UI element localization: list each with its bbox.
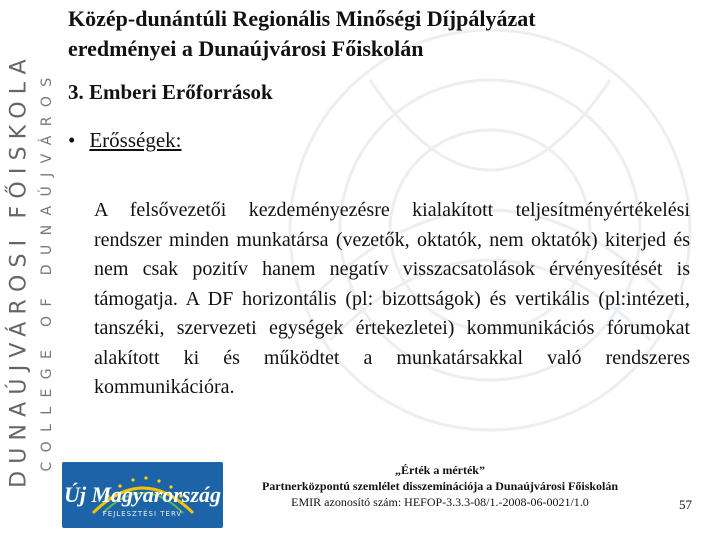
sidebar-main-wrap	[4, 0, 34, 540]
college-english-name-vertical: COLLEGE OF DUNAÚJVÁROS	[39, 68, 55, 472]
sidebar-band	[0, 0, 62, 540]
footer-motto: „Érték a mérték”	[395, 463, 485, 477]
strengths-label: Erősségek:	[89, 128, 182, 152]
bullet-icon: •	[68, 128, 76, 152]
slide-title	[68, 4, 708, 64]
section-heading: 3. Emberi Erőforrások	[68, 80, 273, 104]
footer-project-id: EMIR azonosító szám: HEFOP-3.3.3-08/1.-2008-06-0021/1.0	[291, 495, 589, 509]
sidebar-sub-wrap	[32, 0, 62, 540]
title-line-1: Közép-dunántúli Regionális Minőségi Díjpályázat	[68, 6, 536, 31]
bullet-strengths	[68, 128, 182, 153]
logo-text: Új Magyarország	[63, 482, 222, 507]
uj-magyarorszag-logo	[62, 462, 223, 528]
title-line-2: eredményei a Dunaújvárosi Főiskolán	[68, 36, 424, 61]
body-paragraph: A felsővezetői kezdeményezésre kialakított teljesítményértékelési rendszer minden munkatársa (vezetők, oktatók, nem oktatók) kiterjed és nem csak pozitív hanem negatív visszacsatolások érvényesítését is támogatja. A DF horizontális (pl: bizottságok) és vertikális (pl:intézeti, tanszéki, szervezeti egységek értekezletei) kommunikációs fórumokat alakított ki és működtet a munkatársakkal való rendszeres kommunikációra.	[94, 199, 690, 398]
footer-project-title: Partnerközpontú szemlélet disszeminációja a Dunaújvárosi Főiskolán	[261, 479, 619, 493]
college-name-vertical: DUNAÚJVÁROSI FŐISKOLA	[6, 52, 32, 488]
slide-footer	[230, 462, 650, 510]
page-number: 57	[679, 497, 692, 512]
logo-subtext: FEJLESZTÉSI TERV	[102, 510, 183, 518]
